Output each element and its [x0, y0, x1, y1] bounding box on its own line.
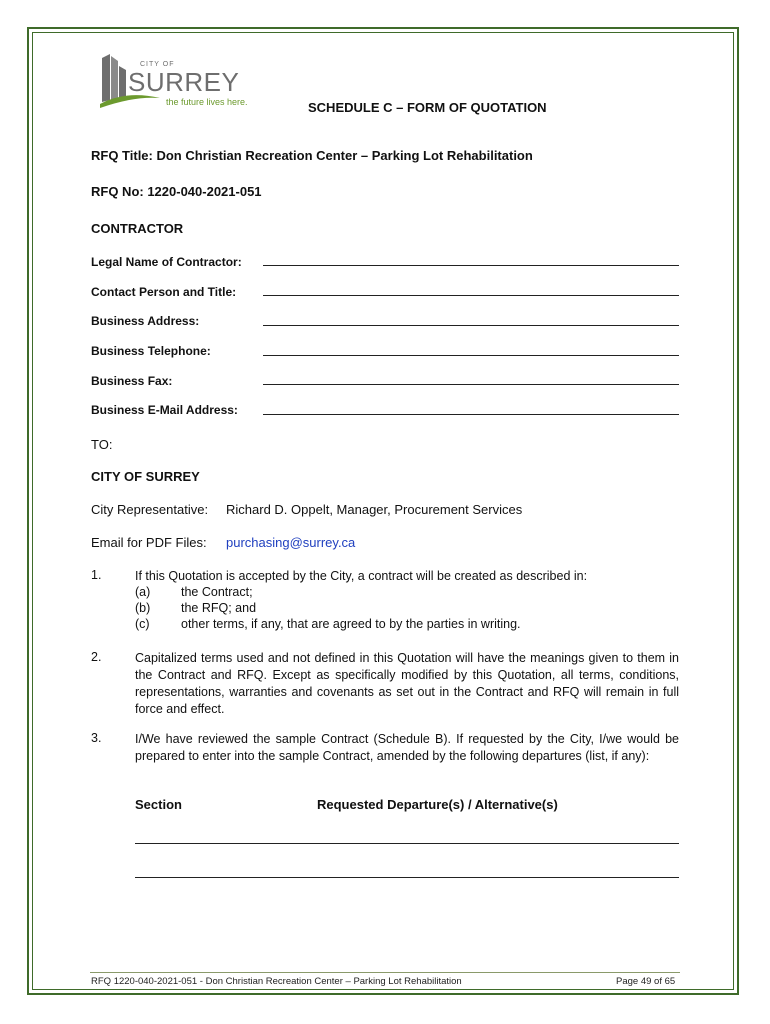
email-link[interactable]: purchasing@surrey.ca [226, 535, 356, 550]
footer-rule [90, 972, 680, 973]
clause-1c-letter: (c) [135, 617, 150, 631]
departure-line-2[interactable] [135, 877, 679, 878]
clause-1b-text: the RFQ; and [181, 601, 257, 615]
surrey-logo [98, 52, 258, 112]
clause-1a-text: the Contract; [181, 585, 253, 599]
city-rep-label: City Representative: [91, 502, 209, 517]
schedule-title: SCHEDULE C – FORM OF QUOTATION [308, 100, 547, 115]
footer-left: RFQ 1220-040-2021-051 - Don Christian Recreation Center – Parking Lot Rehabilitation [91, 976, 462, 987]
email-label: Email for PDF Files: [91, 535, 207, 550]
field-line-business-fax[interactable] [263, 384, 679, 385]
field-line-business-email[interactable] [263, 414, 679, 415]
city-heading: CITY OF SURREY [91, 469, 200, 484]
to-label: TO: [91, 437, 113, 452]
clause-1c-text: other terms, if any, that are agreed to by the parties in writing. [181, 617, 521, 631]
field-line-contact-person[interactable] [263, 295, 679, 296]
departures-col-requested: Requested Departure(s) / Alternative(s) [317, 797, 558, 812]
footer-page-number: Page 49 of 65 [616, 976, 676, 987]
field-label-contact-person: Contact Person and Title: [91, 285, 237, 299]
field-label-legal-name: Legal Name of Contractor: [91, 255, 242, 269]
field-label-business-fax: Business Fax: [91, 374, 173, 388]
field-label-business-email: Business E-Mail Address: [91, 403, 238, 417]
clause-1-number: 1. [91, 568, 102, 582]
field-line-business-address[interactable] [263, 325, 679, 326]
field-line-business-telephone[interactable] [263, 355, 679, 356]
field-label-business-address: Business Address: [91, 314, 200, 328]
logo-name: SURREY [128, 67, 240, 97]
rfq-title: RFQ Title: Don Christian Recreation Center – Parking Lot Rehabilitation [91, 148, 533, 163]
field-label-business-telephone: Business Telephone: [91, 344, 211, 358]
logo-tagline: the future lives here. [166, 97, 248, 107]
logo-city-of: CITY OF [140, 61, 175, 68]
field-line-legal-name[interactable] [263, 265, 679, 266]
city-rep-value: Richard D. Oppelt, Manager, Procurement Services [226, 502, 523, 517]
clause-3-number: 3. [91, 731, 102, 745]
clause-2-number: 2. [91, 650, 102, 664]
rfq-number: RFQ No: 1220-040-2021-051 [91, 184, 262, 199]
clause-3-text: I/We have reviewed the sample Contract (Schedule B). If requested by the City, I/we would be prepared to enter into the sample Contract, amended by the following departures (list, if any): [135, 732, 679, 763]
clause-1b-letter: (b) [135, 601, 151, 615]
contractor-heading: CONTRACTOR [91, 221, 184, 236]
clause-1a-letter: (a) [135, 585, 151, 599]
departure-line-1[interactable] [135, 843, 679, 844]
clause-1-text: If this Quotation is accepted by the City, a contract will be created as described in: [135, 569, 588, 583]
clause-2-text: Capitalized terms used and not defined in this Quotation will have the meanings given to them in the Contract and RFQ. Except as specifically modified by this Quotation, all terms, conditions, representations, warranties and covenants as set out in the Contract and RFQ will remain in full force and effect. [135, 651, 679, 716]
departures-col-section: Section [135, 797, 182, 812]
